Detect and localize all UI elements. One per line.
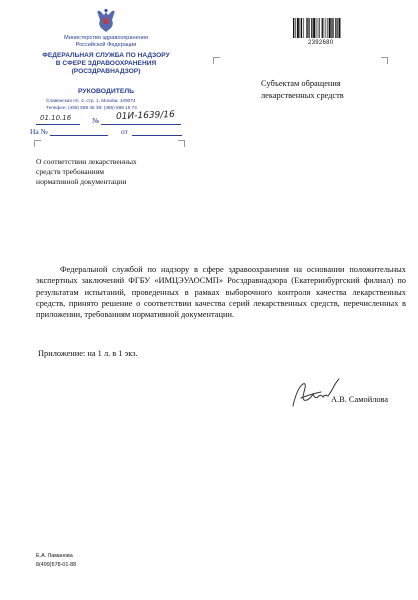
number-line	[101, 124, 181, 125]
recipient-corner-tr	[381, 57, 388, 64]
ref-number-line	[50, 135, 108, 136]
phone-line: Телефон: (495) 698 45 38; (495) 698 15 74	[46, 104, 137, 110]
number-label: №	[92, 116, 100, 125]
body-paragraph: Федеральной службой по надзору в сфере здравоохранения на основании положительных экспертных заключений ФГБУ «ИМЦЭУАОСМП» Росздравнадзора (Екатеринбургский филиал) по результатам испытаний, проведенных в рамках выборочного контроля качества лекарственных средств, принято решение о соответствии качества серий лекарственных средств, перечисленных в приложении, требованиям нормативной документации.	[36, 265, 406, 320]
signatory-name: А.В. Самойлова	[331, 395, 389, 404]
recipient-line-2: лекарственных средств	[261, 90, 344, 100]
executor-phone: 8(499)578-01-88	[36, 562, 77, 568]
number-handwritten: 01И-1639/16	[115, 109, 175, 123]
position-title: РУКОВОДИТЕЛЬ	[77, 88, 135, 95]
coat-of-arms-emblem	[94, 8, 118, 34]
handwritten-signature	[287, 376, 347, 412]
recipient-corner-tl	[213, 57, 220, 64]
service-line-3: (РОСЗДРАВНАДЗОР)	[71, 68, 141, 75]
ministry-line-1: Министерство здравоохранения	[64, 35, 148, 41]
barcode	[293, 18, 355, 38]
service-line-1: ФЕДЕРАЛЬНАЯ СЛУЖБА ПО НАДЗОРУ	[42, 52, 170, 59]
recipient-line-1: Субъектам обращения	[261, 79, 341, 88]
date-handwritten: 01.10.16	[40, 114, 72, 122]
subject-line-3: нормативной документации	[36, 177, 127, 187]
ministry-line-2: Российской Федерации	[75, 42, 137, 48]
attachment-note: Приложение: на 1 л. в 1 экз.	[38, 349, 138, 358]
ref-from-label: от	[121, 127, 128, 136]
subject-corner-tl	[34, 140, 41, 147]
ref-label: На №	[30, 127, 48, 136]
ref-date-line	[132, 135, 182, 136]
date-line	[36, 124, 80, 125]
address-line: Славянская пл. 4, стр. 1, Москва, 109074	[46, 98, 136, 103]
subject-line-1: О соответствии лекарственных	[36, 157, 137, 166]
barcode-number: 2392680	[308, 40, 334, 46]
subject-line-2: средств требованиям	[36, 167, 104, 177]
service-line-2: В СФЕРЕ ЗДРАВООХРАНЕНИЯ	[55, 60, 157, 67]
executor-name: Е.А. Ламанова	[36, 553, 73, 559]
subject-corner-tr	[178, 140, 185, 147]
